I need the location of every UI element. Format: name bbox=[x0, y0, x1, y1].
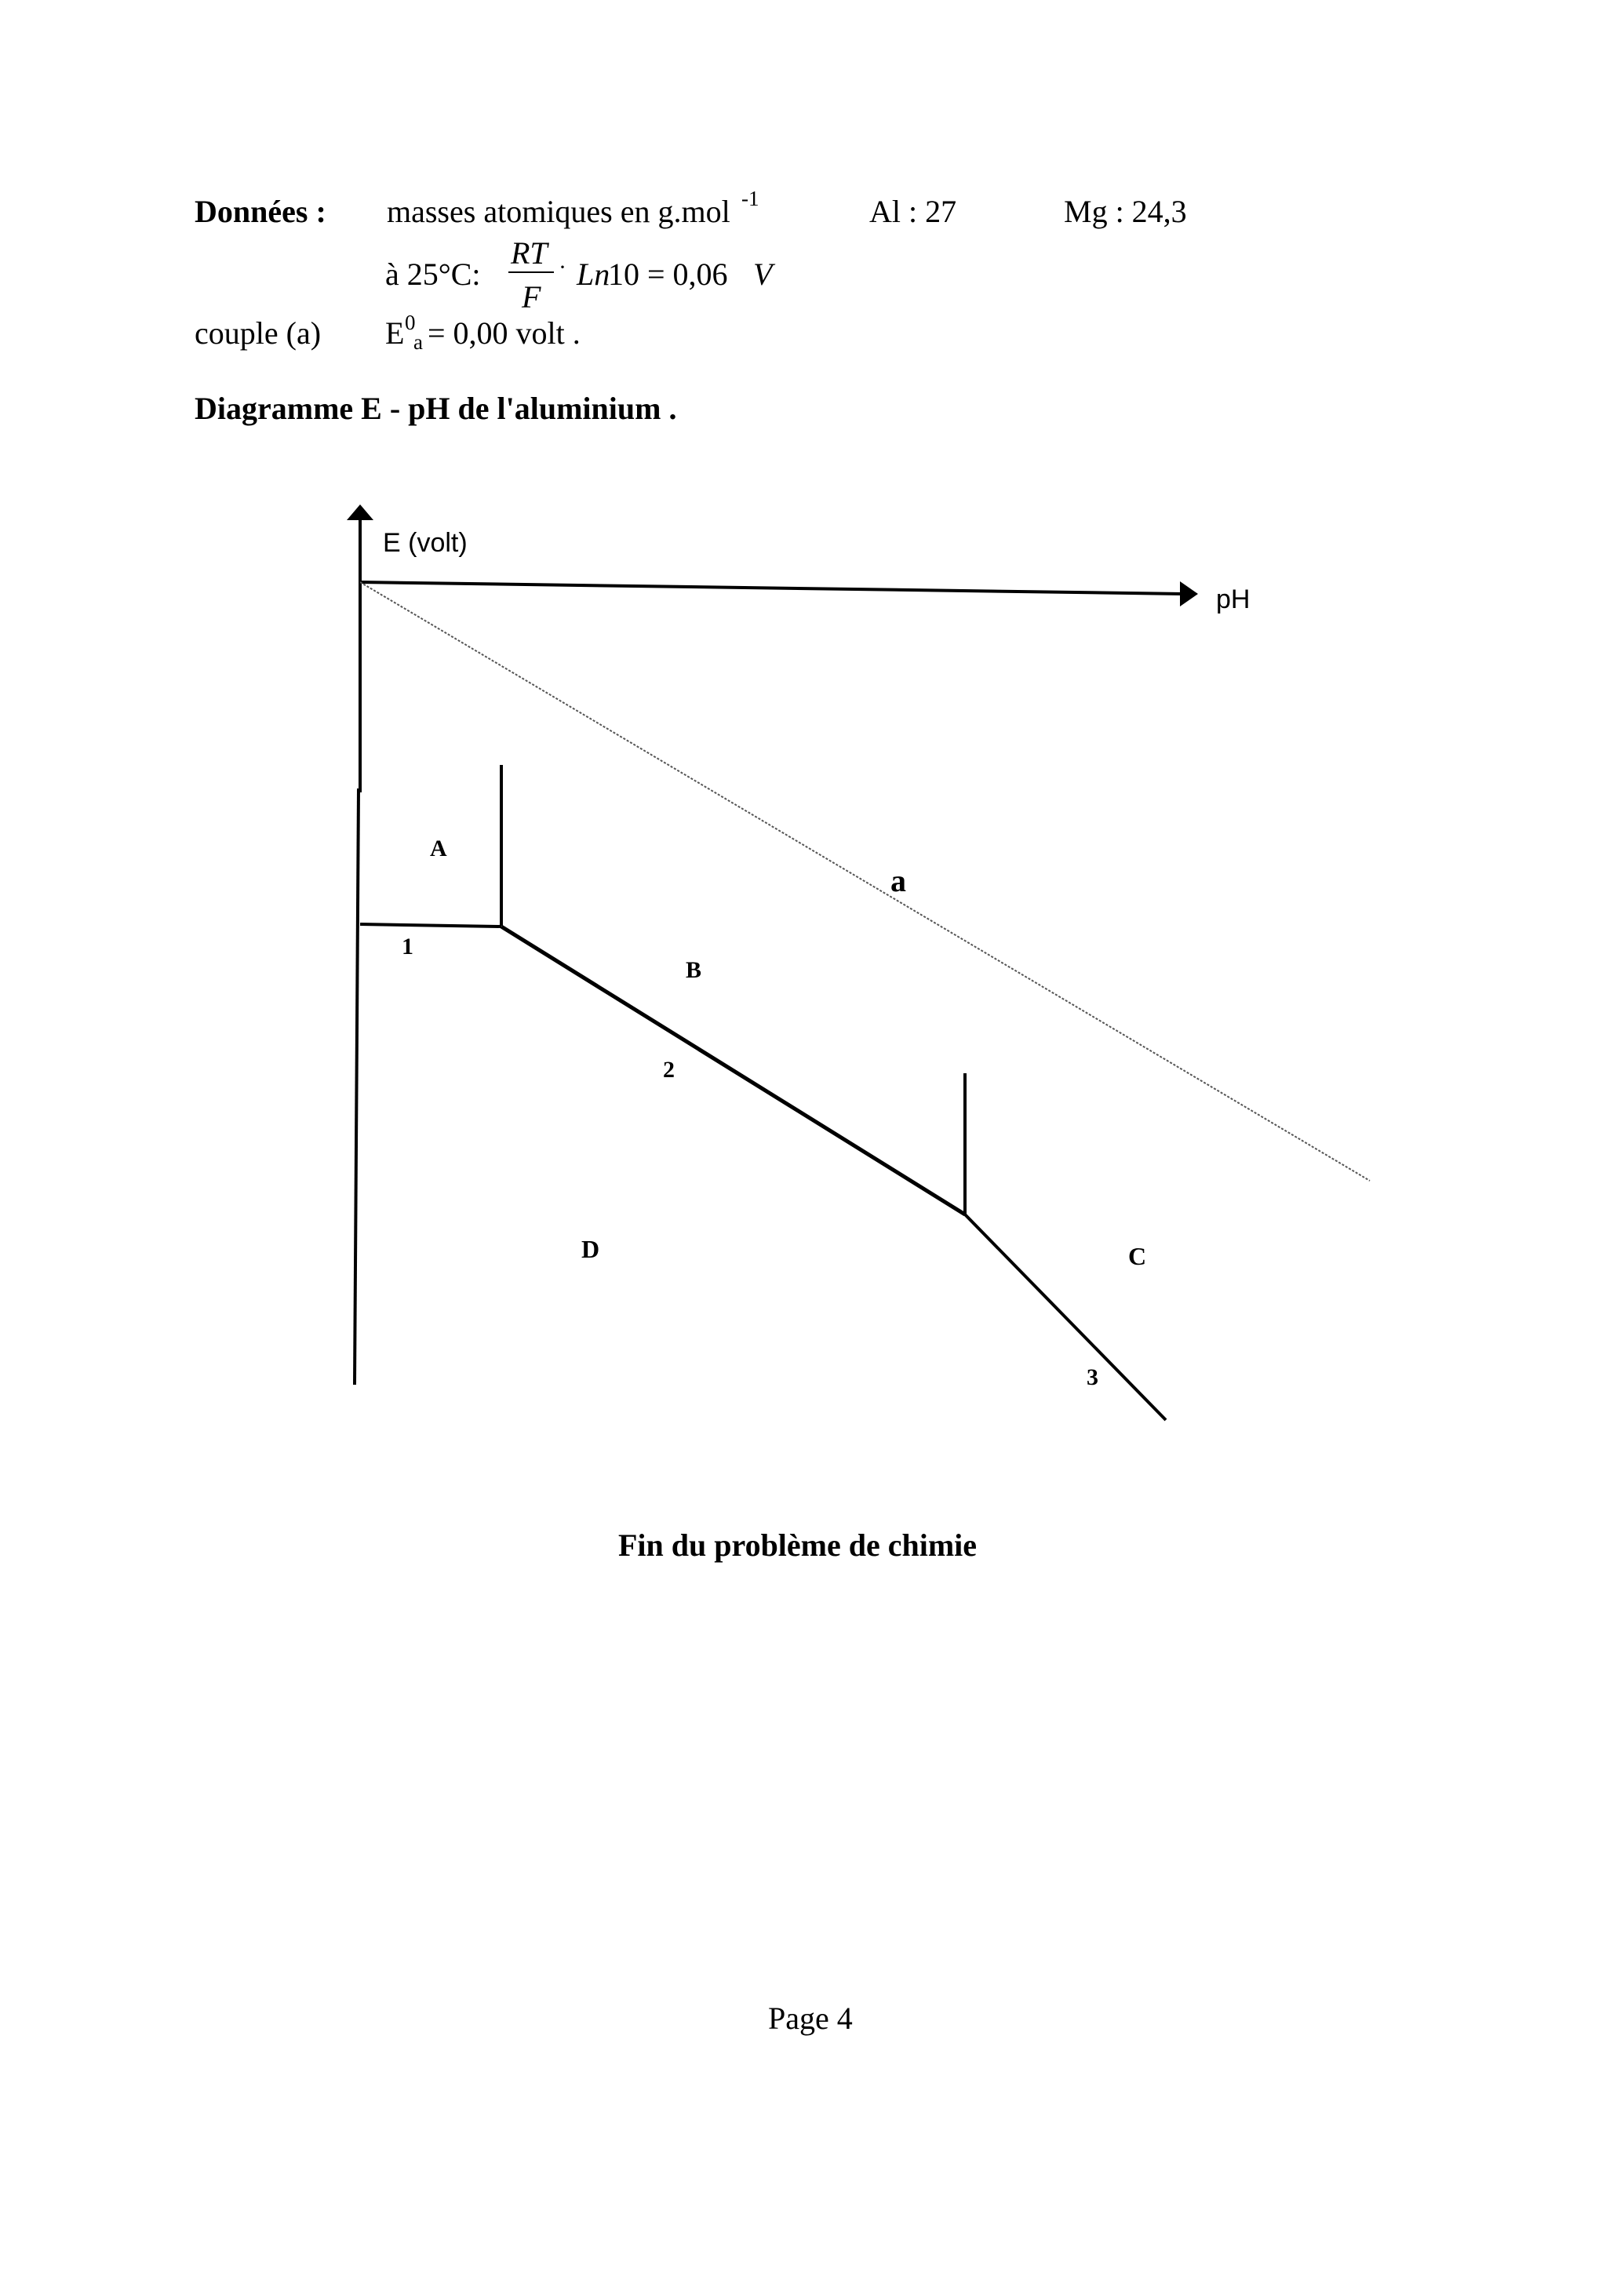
donnees-label: Données : bbox=[195, 194, 326, 229]
volt-unit: V bbox=[753, 257, 773, 292]
line-1-label: 1 bbox=[402, 934, 413, 959]
end-of-problem-text: Fin du problème de chimie bbox=[618, 1528, 978, 1563]
region-b-label: B bbox=[686, 957, 702, 983]
e-axis-lower bbox=[355, 788, 359, 1385]
couple-label: couple (a) bbox=[195, 315, 322, 351]
region-a-label: A bbox=[430, 836, 447, 861]
line-3-label: 3 bbox=[1087, 1364, 1098, 1390]
line-a-label: a bbox=[890, 863, 906, 898]
masses-atomiques-text: masses atomiques en g.mol bbox=[387, 194, 730, 229]
al-mass: Al : 27 bbox=[869, 194, 957, 229]
line-2-label: 2 bbox=[663, 1057, 675, 1083]
fraction-numerator: RT bbox=[511, 235, 548, 271]
potential-symbol: E bbox=[385, 315, 405, 351]
masses-exponent: -1 bbox=[741, 187, 759, 210]
fraction-denominator: F bbox=[522, 279, 541, 315]
ln-symbol: Ln bbox=[577, 257, 610, 292]
line-1 bbox=[360, 924, 501, 927]
e-axis-label: E (volt) bbox=[383, 528, 468, 558]
mg-mass: Mg : 24,3 bbox=[1064, 194, 1187, 229]
line-a bbox=[360, 582, 1370, 1181]
multiplication-dot: · bbox=[559, 254, 566, 280]
potential-superscript: 0 bbox=[405, 311, 416, 334]
ph-axis-label: pH bbox=[1216, 584, 1251, 614]
region-c-label: C bbox=[1128, 1242, 1147, 1270]
e-axis-arrow bbox=[347, 504, 373, 520]
ph-axis bbox=[360, 582, 1183, 594]
region-d-label: D bbox=[581, 1235, 600, 1263]
diagram-title: Diagramme E - pH de l'aluminium . bbox=[195, 391, 677, 426]
page-number: Page 4 bbox=[768, 2001, 853, 2036]
ph-axis-arrow bbox=[1180, 581, 1198, 606]
temperature-prefix: à 25°C: bbox=[385, 257, 481, 292]
potential-subscript: a bbox=[413, 330, 423, 354]
line-2 bbox=[501, 927, 965, 1214]
ln-equation: 10 = 0,06 bbox=[608, 257, 728, 292]
potential-value: = 0,00 volt . bbox=[428, 315, 581, 351]
